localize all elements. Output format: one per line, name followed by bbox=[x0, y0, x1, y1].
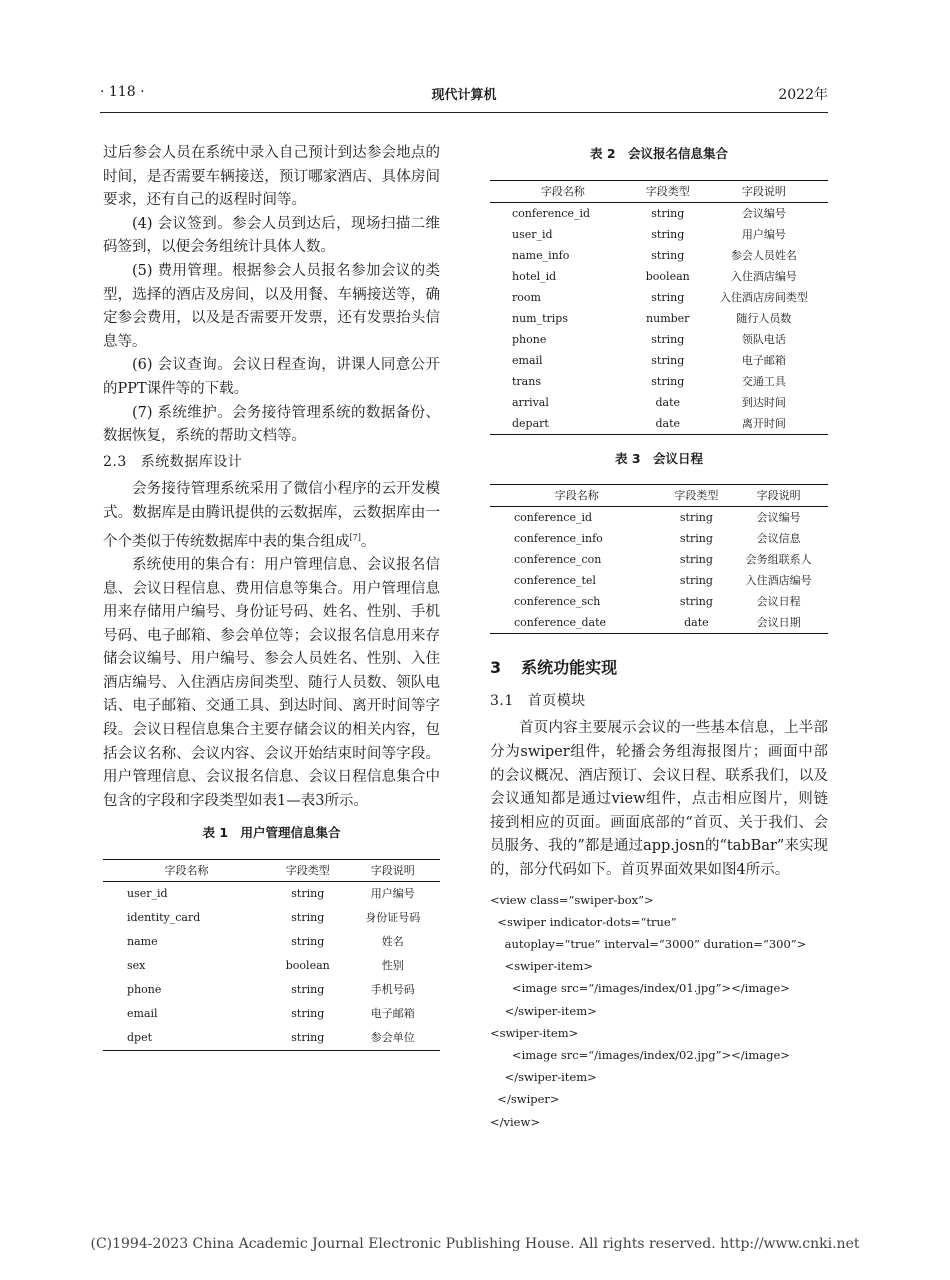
table-row bbox=[490, 591, 828, 612]
table-row bbox=[490, 287, 828, 308]
table-row bbox=[490, 245, 828, 266]
col-header: 字段名称 bbox=[490, 485, 663, 507]
paragraph: 系统使用的集合有：用户管理信息、会议报名信息、会议日程信息、费用信息等集合。用户管理信息用来存储用户编号、身份证号码、姓名、性别、手机号码、电子邮箱、参会单位等；会议报名信息用来存储会议编号、用户编号、参会人员姓名、性别、入住酒店编号、入住酒店房间类型、随行人员数、领队电话、电子邮箱、交通工具、到达时间、离开时间等字段。会议日程信息集合主要存储会议的相关内容，包括会议名称、会议内容、会议开始结束时间等字段。用户管理信息、会议报名信息、会议日程信息集合中包含的字段和字段类型如表1—表3所示。 bbox=[103, 556, 440, 809]
table-cell: 领队电话 bbox=[741, 332, 786, 346]
table-cell: 会议信息 bbox=[756, 532, 801, 546]
table-cell: 电子邮箱 bbox=[741, 353, 786, 367]
col-header: 字段类型 bbox=[636, 180, 700, 202]
table-cell: string bbox=[679, 595, 713, 609]
table-cell: boolean bbox=[285, 959, 330, 973]
table-cell: room bbox=[512, 290, 541, 304]
code-line: </view> bbox=[490, 1114, 540, 1129]
table-cell: dpet bbox=[103, 1026, 270, 1051]
chapter-number: 3 bbox=[490, 658, 502, 678]
table-cell: string bbox=[651, 374, 685, 388]
paragraph: 过后参会人员在系统中录入自己预计到达参会地点的时间，是否需要车辆接送，预订哪家酒店、具体房间要求，还有自己的返程时间等。 bbox=[103, 145, 440, 209]
table-row bbox=[490, 224, 828, 245]
table-cell: 随行人员数 bbox=[736, 311, 792, 325]
table-cell: 入住酒店房间类型 bbox=[719, 290, 808, 304]
table2 bbox=[490, 180, 828, 435]
citation-ref[interactable]: [7] bbox=[349, 532, 361, 542]
col-header: 字段说明 bbox=[729, 485, 828, 507]
col-header: 字段类型 bbox=[663, 485, 729, 507]
table-row bbox=[103, 906, 440, 930]
table-row bbox=[490, 507, 828, 529]
table-cell: date bbox=[655, 395, 681, 409]
section-number: 3.1 bbox=[490, 692, 514, 709]
code-line: <image src=“/images/index/01.jpg”></image> bbox=[490, 981, 790, 996]
table-row bbox=[103, 882, 440, 907]
header-rule bbox=[100, 112, 828, 113]
table-cell: 入住酒店编号 bbox=[745, 574, 812, 588]
table-row bbox=[490, 549, 828, 570]
table-cell: string bbox=[270, 1026, 346, 1051]
paragraph: 首页内容主要展示会议的一些基本信息，上半部分为swiper组件，轮播会务组海报图片；画面中部的会议概况、酒店预订、会议日程、联系我们，以及会议通知都是通过view组件，点击相应图片，则链接到相应的页面。画面底部的“首页、关于我们、会员服务、我的”都是通过app.josn的“tabBar”来实现的，部分代码如下。首页界面效果如图4所示。 bbox=[490, 720, 828, 878]
table2-caption: 表 2 会议报名信息集合 bbox=[589, 146, 729, 161]
table-row bbox=[490, 612, 828, 634]
table-row bbox=[103, 1002, 440, 1026]
table-cell: 会议日程 bbox=[756, 595, 801, 609]
paragraph: (7) 系统维护。会务接待管理系统的数据备份、数据恢复，系统的帮助文档等。 bbox=[103, 404, 440, 445]
table-row bbox=[490, 392, 828, 413]
page-header bbox=[100, 84, 828, 106]
table-cell: conference_info bbox=[514, 532, 603, 546]
code-listing bbox=[490, 889, 828, 1133]
paragraph: (5) 费用管理。根据参会人员报名参加会议的类型，选择的酒店及房间，以及用餐、车辆接送等，确定参会费用，以及是否需要开发票，还有发票抬头信息等。 bbox=[103, 262, 440, 350]
section-number: 2.3 bbox=[103, 453, 127, 470]
table-cell: email bbox=[127, 1007, 158, 1021]
table-cell: string bbox=[679, 574, 713, 588]
table-cell: 电子邮箱 bbox=[370, 1007, 415, 1021]
table-row bbox=[490, 413, 828, 435]
code-line: <swiper-item> bbox=[490, 959, 593, 974]
table-row bbox=[490, 528, 828, 549]
table-cell: 参会人员姓名 bbox=[730, 248, 797, 262]
table-cell: user_id bbox=[127, 887, 168, 901]
table-cell: user_id bbox=[512, 227, 553, 241]
table-cell: email bbox=[512, 353, 543, 367]
table-cell: date bbox=[636, 413, 700, 435]
table-cell: 会务组联系人 bbox=[745, 553, 812, 567]
table-cell: arrival bbox=[512, 395, 549, 409]
table-cell: 离开时间 bbox=[700, 413, 828, 435]
code-line: <view class=“swiper-box”> bbox=[490, 892, 654, 907]
table-cell: 身份证号码 bbox=[365, 911, 421, 925]
table-cell: 到达时间 bbox=[741, 395, 786, 409]
col-header: 字段说明 bbox=[700, 180, 828, 202]
table-cell: 参会单位 bbox=[346, 1026, 440, 1051]
table-row bbox=[103, 1026, 440, 1051]
table-cell: conference_sch bbox=[514, 595, 601, 609]
table-row bbox=[490, 308, 828, 329]
table-cell: string bbox=[651, 227, 685, 241]
table-cell: 入住酒店编号 bbox=[730, 269, 797, 283]
code-line: </swiper> bbox=[490, 1092, 560, 1107]
right-column bbox=[490, 142, 828, 1133]
section-title: 系统数据库设计 bbox=[140, 453, 243, 470]
col-header: 字段名称 bbox=[490, 180, 636, 202]
chapter-heading-3 bbox=[490, 656, 828, 680]
table-row bbox=[103, 978, 440, 1002]
table1-caption: 表 1 用户管理信息集合 bbox=[202, 825, 341, 841]
table-cell: conference_tel bbox=[514, 574, 596, 588]
table-cell: sex bbox=[127, 959, 146, 973]
section-title: 首页模块 bbox=[527, 692, 586, 709]
table-cell: string bbox=[651, 290, 685, 304]
table-row bbox=[490, 329, 828, 350]
table-cell: num_trips bbox=[512, 311, 568, 325]
left-column bbox=[103, 142, 440, 1051]
table-cell: trans bbox=[512, 374, 541, 388]
table-cell: string bbox=[291, 887, 325, 901]
publication-year: 2022年 bbox=[778, 87, 828, 103]
table-row bbox=[103, 930, 440, 954]
table-cell: 会议编号 bbox=[741, 206, 786, 220]
code-line: </swiper-item> bbox=[490, 1070, 597, 1085]
page-number: · 118 · bbox=[100, 84, 145, 100]
table-cell: string bbox=[679, 532, 713, 546]
table-cell: identity_card bbox=[127, 911, 201, 925]
table-cell: string bbox=[679, 553, 713, 567]
table-row bbox=[103, 954, 440, 978]
table1 bbox=[103, 859, 440, 1051]
table-cell: string bbox=[651, 353, 685, 367]
table-cell: 会议编号 bbox=[756, 511, 801, 525]
table-row bbox=[490, 350, 828, 371]
table-cell: 交通工具 bbox=[741, 374, 786, 388]
col-header: 字段说明 bbox=[346, 860, 440, 882]
section-heading-2-3 bbox=[103, 451, 440, 475]
table-row bbox=[490, 266, 828, 287]
table-cell: 用户编号 bbox=[741, 227, 786, 241]
table-cell: 姓名 bbox=[381, 935, 404, 949]
table-cell: name_info bbox=[512, 248, 570, 262]
table-cell: depart bbox=[490, 413, 636, 435]
table-cell: string bbox=[291, 935, 325, 949]
code-line: <swiper-item> bbox=[490, 1025, 579, 1040]
col-header: 字段类型 bbox=[270, 860, 346, 882]
table-cell: conference_date bbox=[490, 612, 663, 634]
code-line: <image src=“/images/index/02.jpg”></image> bbox=[490, 1047, 790, 1062]
table-cell: phone bbox=[512, 332, 547, 346]
table-cell: string bbox=[651, 206, 685, 220]
table-cell: hotel_id bbox=[512, 269, 557, 283]
table-cell: string bbox=[651, 332, 685, 346]
table-cell: string bbox=[291, 1007, 325, 1021]
table-cell: boolean bbox=[645, 269, 690, 283]
paragraph: (6) 会议查询。会议日程查询，讲课人同意公开的PPT课件等的下载。 bbox=[103, 357, 440, 397]
table-row bbox=[490, 570, 828, 591]
copyright-footer: (C)1994-2023 China Academic Journal Electronic Publishing House. All rights reserved. http://www.cnki.net bbox=[90, 1236, 860, 1252]
table-cell: 会议日期 bbox=[729, 612, 828, 634]
code-line: </swiper-item> bbox=[490, 1003, 597, 1018]
table-cell: 性别 bbox=[381, 959, 404, 973]
table-cell: 用户编号 bbox=[370, 887, 415, 901]
table-cell: name bbox=[127, 935, 158, 949]
paragraph: 会务接待管理系统采用了微信小程序的云开发模式。数据库是由腾讯提供的云数据库，云数据库由一个个类似于传统数据库中表的集合组成[7]。 bbox=[103, 481, 440, 550]
table-cell: conference_id bbox=[512, 206, 591, 220]
table-cell: number bbox=[646, 311, 690, 325]
table-cell: date bbox=[663, 612, 729, 634]
journal-title: 现代计算机 bbox=[431, 88, 497, 103]
table-cell: 手机号码 bbox=[370, 983, 415, 997]
table-cell: string bbox=[291, 983, 325, 997]
section-heading-3-1 bbox=[490, 690, 828, 714]
chapter-title: 系统功能实现 bbox=[521, 658, 618, 678]
paragraph: (4) 会议签到。参会人员到达后，现场扫描二维码签到，以便会务组统计具体人数。 bbox=[103, 215, 440, 256]
table-cell: conference_con bbox=[514, 553, 602, 567]
table3-caption: 表 3 会议日程 bbox=[614, 450, 704, 466]
table-cell: string bbox=[679, 511, 713, 525]
code-line: <swiper indicator-dots=“true” bbox=[490, 914, 677, 929]
table-cell: string bbox=[291, 911, 325, 925]
table-cell: phone bbox=[127, 983, 162, 997]
col-header: 字段名称 bbox=[103, 860, 270, 882]
table-row bbox=[490, 202, 828, 224]
code-line: autoplay=“true” interval=“3000” duration=“300”> bbox=[490, 936, 807, 951]
table-cell: string bbox=[651, 248, 685, 262]
table-row bbox=[490, 371, 828, 392]
table3 bbox=[490, 484, 828, 634]
table-cell: conference_id bbox=[514, 511, 593, 525]
